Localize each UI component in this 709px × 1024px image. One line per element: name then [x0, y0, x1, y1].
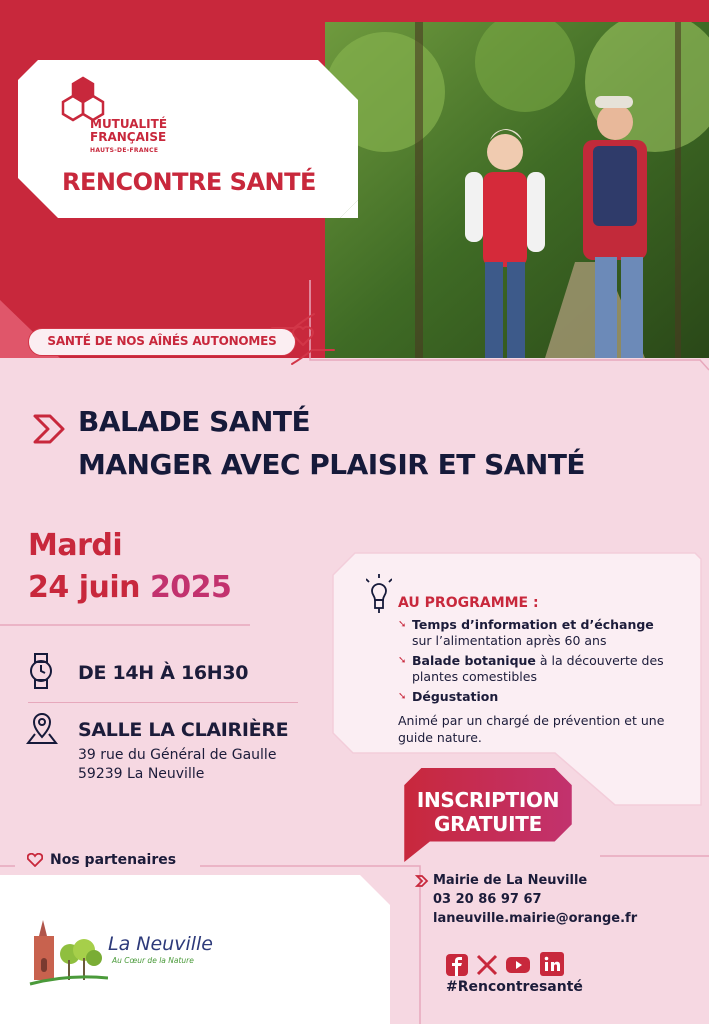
program-animated-by: Animé par un chargé de prévention et une guide nature.: [398, 713, 665, 745]
registration-contact: [433, 871, 637, 928]
linkedin-icon[interactable]: [540, 952, 564, 976]
program-title: AU PROGRAMME :: [398, 595, 539, 611]
partner-heart-icon: [27, 853, 43, 867]
bullet-arrow-icon: ➘: [398, 691, 407, 702]
venue-name: SALLE LA CLAIRIÈRE: [78, 719, 289, 741]
bullet-arrow-icon: ➘: [398, 655, 407, 666]
title-line2: MANGER AVEC PLAISIR ET SANTÉ: [78, 448, 586, 481]
program-item: [398, 653, 668, 685]
event-type: RENCONTRE SANTÉ: [62, 168, 316, 196]
theme-pill: [28, 328, 296, 356]
venue-street: 39 rue du Général de Gaulle: [78, 747, 277, 763]
brand-region: HAUTS-DE-FRANCE: [90, 147, 159, 154]
registration-line2: GRATUITE: [434, 812, 542, 836]
program-item-text: à la découverte des plantes comestibles: [412, 653, 664, 684]
contact-phone[interactable]: 03 20 86 97 67: [433, 892, 542, 907]
contact-email[interactable]: laneuville.mairie@orange.fr: [433, 911, 638, 926]
brand-line1: MUTUALITÉ: [90, 117, 168, 131]
x-icon[interactable]: [476, 954, 498, 976]
program-item-bold: Balade botanique: [412, 653, 536, 668]
program-item: [398, 689, 668, 705]
chevron-right-icon: [32, 413, 66, 445]
bullet-arrow-icon: ➘: [398, 619, 407, 630]
contact-name: Mairie de La Neuville: [433, 873, 588, 888]
lightbulb-icon: [366, 574, 392, 614]
youtube-icon[interactable]: [506, 954, 530, 976]
hands-heart-icon: [268, 310, 338, 368]
partners-label: Nos partenaires: [50, 852, 177, 868]
chevron-right-icon: [415, 874, 429, 888]
program-item: [398, 617, 668, 649]
event-date: [28, 570, 231, 605]
registration-line1: INSCRIPTION: [416, 788, 560, 812]
event-date-prefix: 24 juin: [28, 570, 140, 605]
partner-tagline: Au Cœur de la Nature: [112, 956, 194, 965]
theme-label: SANTÉ DE NOS AÎNÉS AUTONOMES: [47, 334, 277, 348]
venue-city: 59239 La Neuville: [78, 766, 205, 782]
event-time: DE 14H À 16H30: [78, 662, 249, 684]
la-neuville-logo-icon: [28, 918, 108, 988]
location-pin-icon: [26, 710, 58, 746]
hashtag: #Rencontresanté: [446, 979, 583, 995]
program-item-text: sur l’alimentation après 60 ans: [412, 633, 607, 648]
registration-label: [390, 788, 586, 836]
venue-address: [78, 746, 276, 784]
watch-icon: [26, 652, 56, 690]
event-day: Mardi: [28, 528, 123, 563]
brand-line2: FRANÇAISE: [90, 130, 167, 144]
time-divider: [28, 702, 298, 703]
title-line1: BALADE SANTÉ: [78, 405, 311, 438]
facebook-icon[interactable]: [446, 954, 468, 976]
program-list: [398, 617, 668, 709]
program-item-bold: Dégustation: [412, 689, 499, 704]
partner-name: La Neuville: [108, 933, 213, 955]
program-item-bold: Temps d’information et d’échange: [412, 617, 654, 632]
event-date-year: 2025: [149, 570, 232, 605]
